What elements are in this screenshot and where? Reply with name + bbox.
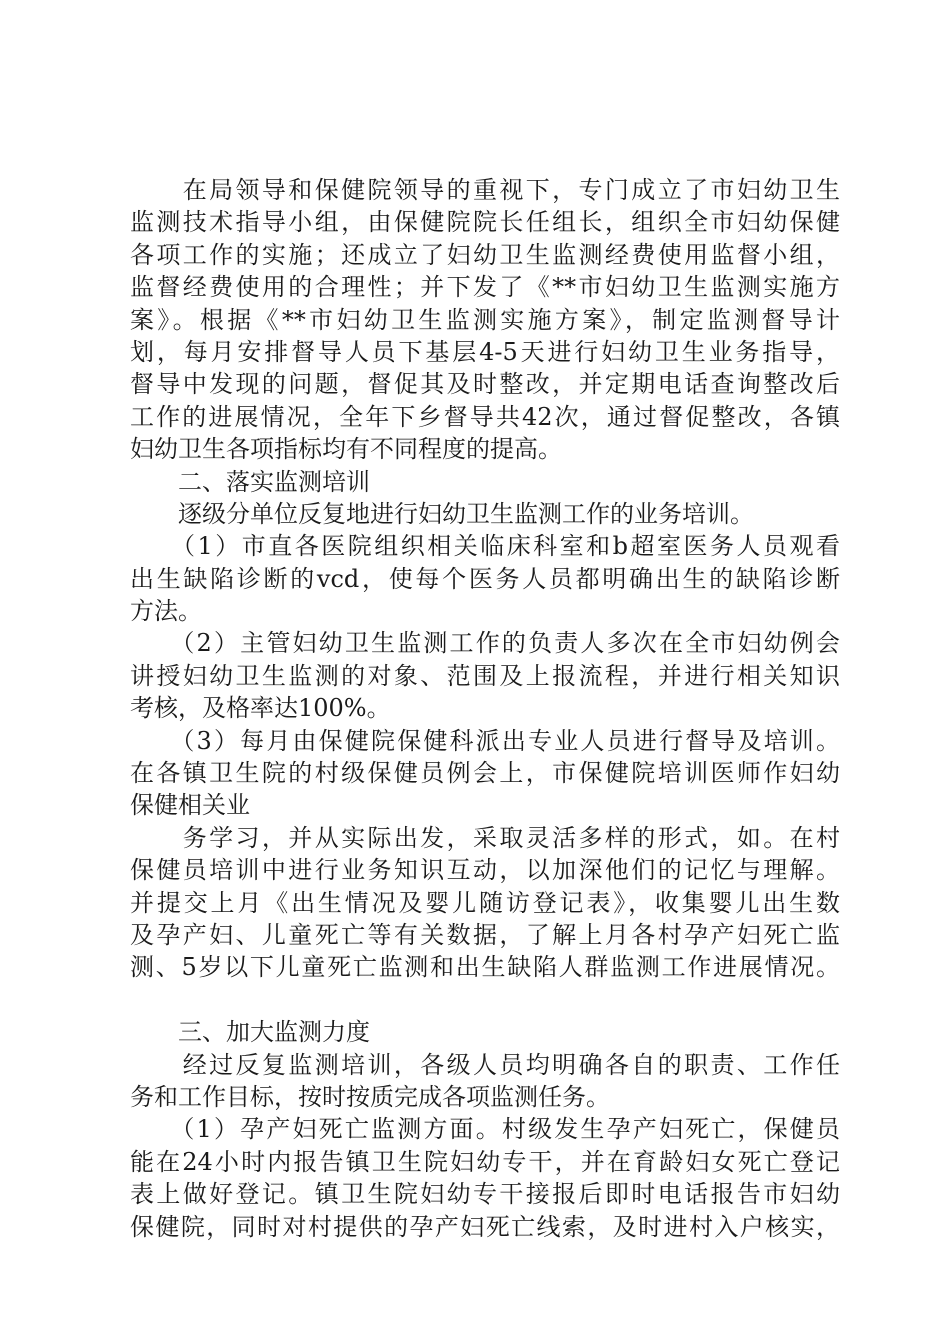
text-line: 并提交上月《出生情况及婴儿随访登记表》，收集婴儿出生数 bbox=[130, 888, 840, 917]
text-line: 讲授妇幼卫生监测的对象、范围及上报流程，并进行相关知识 bbox=[130, 661, 840, 690]
text-line: 务和工作目标，按时按质完成各项监测任务。 bbox=[130, 1082, 610, 1111]
text-line: 监测技术指导小组，由保健院院长任组长，组织全市妇幼保健 bbox=[130, 208, 840, 237]
paragraph-training-item-2 bbox=[130, 627, 840, 724]
text-line: 保健院，同时对村提供的孕产妇死亡线索，及时进村入户核实， bbox=[130, 1212, 840, 1241]
paragraph-leadership bbox=[130, 174, 840, 466]
text-line: （3）每月由保健院保健科派出专业人员进行督导及培训。 bbox=[130, 726, 840, 755]
text-line: 保健员培训中进行业务知识互动，以加深他们的记忆与理解。 bbox=[130, 856, 840, 885]
text-line: 监督经费使用的合理性；并下发了《**市妇幼卫生监测实施方 bbox=[130, 273, 840, 302]
paragraph-training-continued bbox=[130, 822, 840, 984]
text-line: 妇幼卫生各项指标均有不同程度的提高。 bbox=[130, 435, 562, 464]
text-line: 督导中发现的问题，督促其及时整改，并定期电话查询整改后 bbox=[130, 370, 840, 399]
text-line: 划，每月安排督导人员下基层4-5天进行妇幼卫生业务指导， bbox=[130, 337, 840, 366]
text-line: 在各镇卫生院的村级保健员例会上，市保健院培训医师作妇幼 bbox=[130, 759, 840, 788]
text-line: （2）主管妇幼卫生监测工作的负责人多次在全市妇幼例会 bbox=[130, 629, 840, 658]
blank-line bbox=[130, 984, 840, 1016]
paragraph-monitoring-intro bbox=[130, 1049, 840, 1114]
text-line: 工作的进展情况，全年下乡督导共42次，通过督促整改，各镇 bbox=[130, 402, 840, 431]
text-line: 考核，及格率达100%。 bbox=[130, 694, 391, 723]
text-line: 各项工作的实施；还成立了妇幼卫生监测经费使用监督小组， bbox=[130, 240, 840, 269]
text-line: 表上做好登记。镇卫生院妇幼专干接报后即时电话报告市妇幼 bbox=[130, 1180, 840, 1209]
text-line: 出生缺陷诊断的vcd，使每个医务人员都明确出生的缺陷诊断 bbox=[130, 564, 840, 593]
document-body bbox=[130, 174, 840, 1243]
text-line: 经过反复监测培训，各级人员均明确各自的职责、工作任 bbox=[130, 1050, 840, 1079]
text-line: 案》。根据《**市妇幼卫生监测实施方案》，制定监测督导计 bbox=[130, 305, 840, 334]
paragraph-training-intro bbox=[130, 498, 840, 530]
text-line: 方法。 bbox=[130, 597, 202, 626]
paragraph-training-item-3 bbox=[130, 725, 840, 822]
text-line: 能在24小时内报告镇卫生院妇幼专干，并在育龄妇女死亡登记 bbox=[130, 1147, 840, 1176]
text-line: （1）市直各医院组织相关临床科室和b超室医务人员观看 bbox=[130, 532, 840, 561]
section-heading-training: 二、落实监测培训 bbox=[130, 467, 370, 496]
paragraph-training-item-1 bbox=[130, 530, 840, 627]
text-line: 逐级分单位反复地进行妇幼卫生监测工作的业务培训。 bbox=[130, 499, 754, 528]
section-heading-monitoring: 三、加大监测力度 bbox=[130, 1018, 370, 1047]
text-line: 务学习，并从实际出发，采取灵活多样的形式，如。在村 bbox=[130, 823, 840, 852]
text-line: （1）孕产妇死亡监测方面。村级发生孕产妇死亡，保健员 bbox=[130, 1115, 840, 1144]
text-line: 测、5岁以下儿童死亡监测和出生缺陷人群监测工作进展情况。 bbox=[130, 953, 840, 982]
text-line: 在局领导和保健院领导的重视下，专门成立了市妇幼卫生 bbox=[130, 176, 840, 204]
text-line: 保健相关业 bbox=[130, 791, 250, 820]
text-line: 及孕产妇、儿童死亡等有关数据，了解上月各村孕产妇死亡监 bbox=[130, 920, 840, 949]
paragraph-monitoring-item-1 bbox=[130, 1113, 840, 1243]
